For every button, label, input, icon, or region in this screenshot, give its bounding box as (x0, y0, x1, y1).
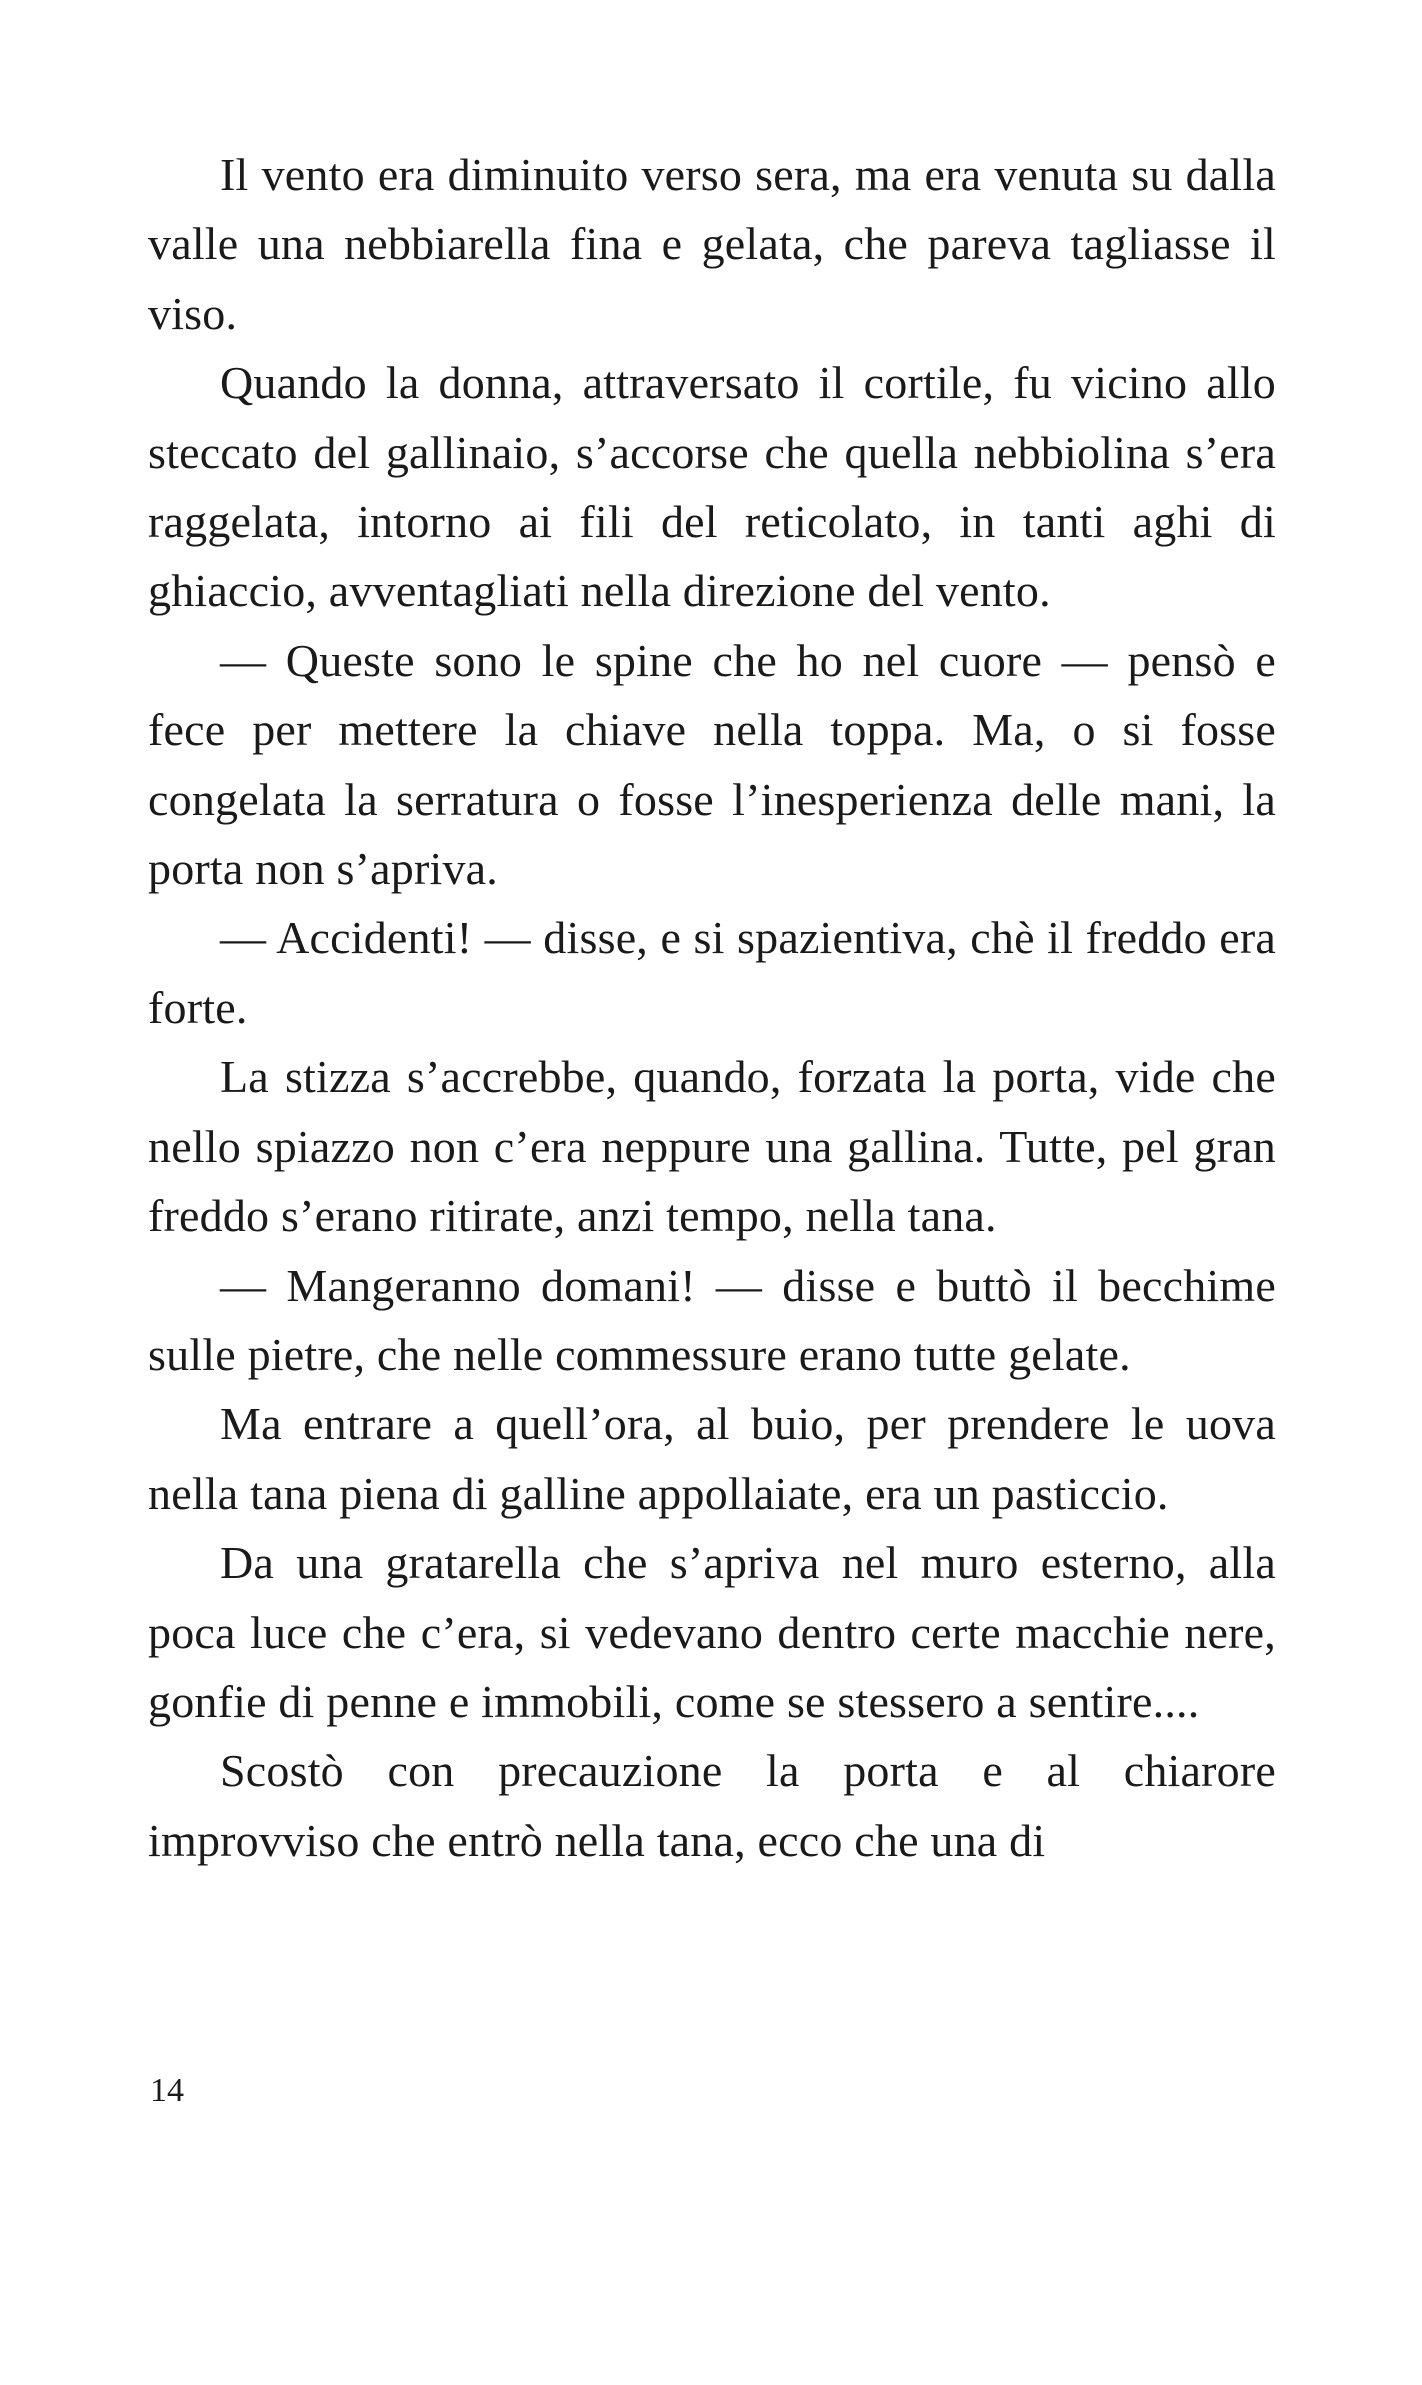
paragraph: Quando la donna, attraversato il cortile, fu vicino allo steccato del gallinaio, s’accorse che quella nebbiolina s’era raggelata, intorno ai fili del reticolato, in tanti aghi di ghiaccio, avventagliati nella direzione del vento. (148, 357, 1276, 617)
paragraph: — Mangeranno domani! — disse e buttò il becchime sulle pietre, che nelle commessure erano tutte gelate. (148, 1259, 1276, 1380)
paragraph: — Accidenti! — disse, e si spazientiva, chè il freddo era forte. (148, 912, 1276, 1033)
paragraph: Il vento era diminuito verso sera, ma era venuta su dalla valle una nebbiarella fina e gelata, che pareva tagliasse il viso. (148, 149, 1276, 339)
paragraph: Ma entrare a quell’ora, al buio, per prendere le uova nella tana piena di galline appollaiate, era un pasticcio. (148, 1398, 1276, 1519)
page-number: 14 (150, 2072, 184, 2109)
body-text (148, 140, 1276, 1875)
paragraph: Da una gratarella che s’apriva nel muro esterno, alla poca luce che c’era, si vedevano dentro certe macchie nere, gonfie di penne e immobili, come se stessero a sentire.... (148, 1537, 1276, 1727)
paragraph: — Queste sono le spine che ho nel cuore — pensò e fece per mettere la chiave nella toppa. Ma, o si fosse congelata la serratura o fosse l’inesperienza delle mani, la porta non s’apriva. (148, 634, 1276, 895)
paragraph: Scostò con precauzione la porta e al chiarore improvviso che entrò nella tana, ecco che una di (148, 1745, 1276, 1866)
paragraph: La stizza s’accrebbe, quando, forzata la porta, vide che nello spiazzo non c’era neppure una gallina. Tutte, pel gran freddo s’erano ritirate, anzi tempo, nella tana. (148, 1051, 1276, 1242)
